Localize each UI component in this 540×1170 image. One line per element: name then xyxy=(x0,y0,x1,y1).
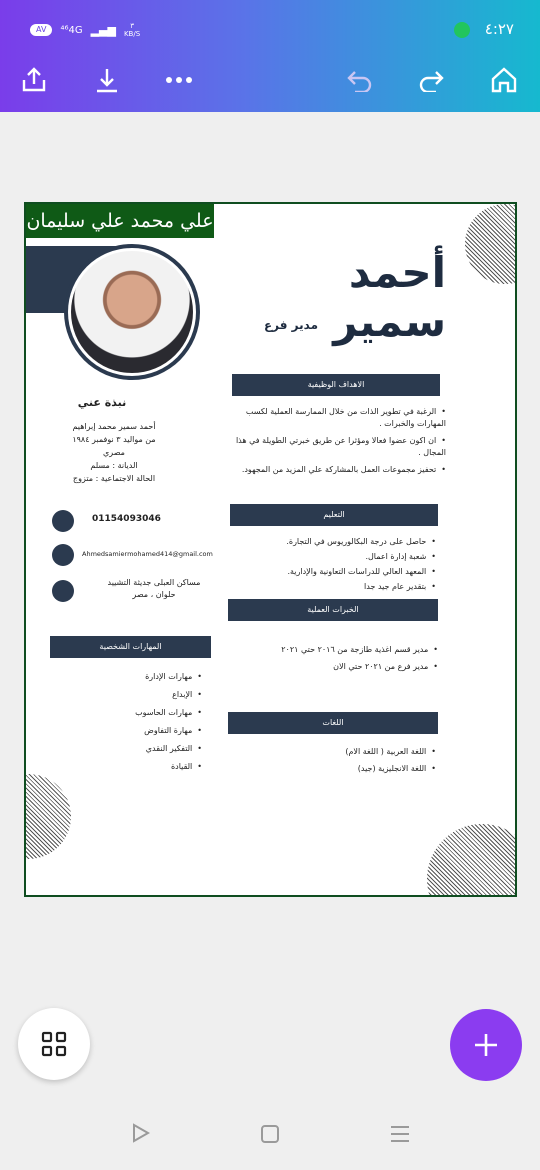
skill-item: • القيادة xyxy=(46,760,202,773)
experience-item: • مدير قسم اغذية طازجة من ٢٠١٦ حتي ٢٠٢١ xyxy=(230,644,438,656)
av-badge: AV xyxy=(30,24,52,36)
nav-home-button[interactable] xyxy=(260,1124,280,1148)
goal-item: • الرغبة في تطوير الذات من خلال الممارسة العملية لكسب المهارات والخبرات . xyxy=(232,406,446,430)
nav-back-button[interactable] xyxy=(130,1122,152,1148)
grid-icon xyxy=(41,1031,67,1057)
phone-number: 01154093046 xyxy=(92,514,161,524)
education-item: • بتقدير عام جيد جدا xyxy=(230,582,436,592)
speed-value: ٣ xyxy=(130,22,134,30)
language-item: • اللغة العربية ( اللغة الام) xyxy=(230,746,436,758)
more-icon[interactable] xyxy=(161,62,197,98)
corner-stripe-bottom-right xyxy=(427,824,517,897)
menu-lines-icon xyxy=(390,1124,410,1144)
experience-heading: الخبرات العملية xyxy=(228,599,438,621)
bio-line: الحالة الاجتماعية : متزوج xyxy=(72,474,156,483)
triangle-icon xyxy=(130,1122,152,1144)
bio-text xyxy=(46,420,182,485)
nav-recents-button[interactable] xyxy=(390,1124,410,1148)
network-indicator: ⁴⁶4G xyxy=(60,24,83,36)
pages-grid-button[interactable] xyxy=(18,1008,90,1080)
editor-toolbar xyxy=(0,50,540,112)
share-icon[interactable] xyxy=(16,62,52,98)
bio-heading: نبذة عني xyxy=(77,396,127,409)
speed-unit: KB/S xyxy=(123,30,141,38)
experience-item: • مدير فرع من ٢٠٢١ حتي الان xyxy=(230,661,438,673)
corner-stripe-top-right xyxy=(465,204,517,284)
bio-line: الديانة : مسلم xyxy=(90,461,138,470)
signal-icon: ▂▄▆ xyxy=(90,23,116,37)
skills-heading: المهارات الشخصية xyxy=(50,636,211,658)
header-name-tab[interactable]: علي محمد علي سليمان xyxy=(26,204,214,238)
plus-icon xyxy=(473,1032,499,1058)
education-item: • المعهد العالي للدراسات التعاونية والإدارية. xyxy=(230,567,436,577)
profile-photo xyxy=(64,244,200,380)
skill-item: • التفكير النقدي xyxy=(46,742,202,755)
email-icon xyxy=(52,544,74,566)
skill-item: • الإبداع xyxy=(46,688,202,701)
bio-line: من مواليد ٣ نوفمبر ١٩٨٤ xyxy=(72,435,156,444)
resume-title: أحمد سمير xyxy=(333,248,446,346)
goals-heading: الاهداف الوظيفية xyxy=(232,374,440,396)
skill-item: • مهارات الإدارة xyxy=(46,670,202,683)
bio-line: أحمد سمير محمد إبراهيم xyxy=(72,422,156,431)
languages-list xyxy=(230,746,436,780)
corner-stripe-bottom-left xyxy=(24,774,71,859)
goal-item: • ان اكون عضوا فعالا ومؤثرا عن طريق خبرتي الطويلة في هذا المجال . xyxy=(232,435,446,459)
language-item: • اللغة الانجليزية (جيد) xyxy=(230,763,436,775)
job-title: مدير فرع xyxy=(263,318,318,332)
download-icon[interactable] xyxy=(89,62,125,98)
phone-icon xyxy=(52,510,74,532)
email-address: Ahmedsamiermohamed414@gmail.com xyxy=(82,550,213,558)
status-left xyxy=(30,22,140,38)
education-heading: التعليم xyxy=(230,504,438,526)
experience-list xyxy=(230,644,438,678)
languages-heading: اللغات xyxy=(228,712,438,734)
address xyxy=(78,577,230,601)
resume-page[interactable] xyxy=(24,202,517,897)
clock: ٤:٢٧ xyxy=(484,20,514,38)
whatsapp-icon xyxy=(454,22,470,38)
address-line: مساكن العبلى جديثة التشييد xyxy=(107,578,201,587)
speed-indicator xyxy=(124,22,140,38)
square-icon xyxy=(260,1124,280,1144)
home-address-icon xyxy=(52,580,74,602)
undo-icon[interactable] xyxy=(342,62,378,98)
skill-item: • مهارات الحاسوب xyxy=(46,706,202,719)
home-icon[interactable] xyxy=(486,62,522,98)
goal-item: • تحفيز مجموعات العمل بالمشاركة علي المزيد من المجهود. xyxy=(232,464,446,476)
redo-icon[interactable] xyxy=(413,62,449,98)
skills-list xyxy=(46,670,202,778)
add-button[interactable] xyxy=(450,1009,522,1081)
education-item: • شعبة إدارة اعمال. xyxy=(230,552,436,562)
skill-item: • مهارة التفاوض xyxy=(46,724,202,737)
education-item: • حاصل على درجة البكالوريوس في التجارة. xyxy=(230,537,436,547)
bio-line: مصري xyxy=(103,448,125,457)
education-list xyxy=(230,537,436,597)
address-line: حلوان ، مصر xyxy=(132,590,176,599)
goals-list xyxy=(232,406,446,481)
